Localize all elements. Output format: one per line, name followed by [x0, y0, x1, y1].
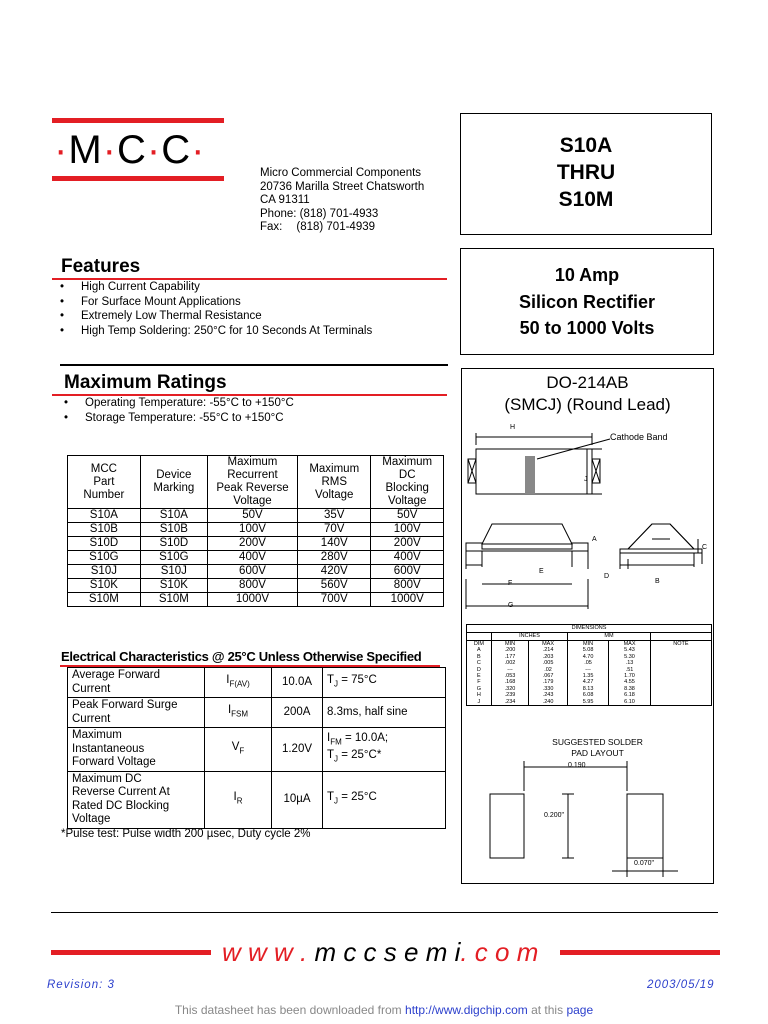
dimensions-cell: D: [476, 666, 481, 673]
footer-rule: [51, 912, 718, 913]
ratings-cell: S10A: [68, 509, 141, 523]
summary-box: [460, 248, 714, 355]
dimensions-cell: F: [477, 679, 481, 686]
col-rms: Maximum RMS Voltage: [298, 456, 371, 509]
dimensions-cell: 6.18: [609, 692, 650, 698]
electrical-footnote: *Pulse test: Pulse width 200 µsec, Duty cycle 2%: [61, 828, 311, 840]
electrical-parameter: Maximum DC Reverse Current At Rated DC Blocking Voltage: [68, 771, 205, 828]
rating-item: • Storage Temperature: -55°C to +150°C: [61, 411, 441, 426]
dimensions-cell: 5.08: [567, 647, 608, 653]
electrical-value: 200A: [272, 698, 323, 728]
page-link[interactable]: page: [566, 1003, 594, 1017]
electrical-condition: $T_J = 25^\circ C$: [323, 771, 446, 828]
feature-item: • High Current Capability: [57, 280, 457, 295]
dimensions-header: DIM: [473, 641, 484, 647]
ratings-cell: 800V: [371, 579, 444, 593]
dimensions-cell: .177: [491, 654, 529, 660]
package-name: DO-214AB (SMCJ) (Round Lead): [504, 373, 671, 414]
dim-group-mm: MM: [567, 633, 650, 640]
ratings-row: [68, 565, 444, 579]
dim-label-a: A: [592, 536, 597, 543]
electrical-row: [68, 668, 446, 698]
ratings-cell: 420V: [298, 565, 371, 579]
dimensions-cell: E: [477, 673, 481, 680]
website-url: w w w . m c c s e m i. c o m: [222, 937, 539, 967]
ratings-cell: S10B: [140, 523, 207, 537]
side-view: [466, 524, 588, 609]
ratings-header-row: [68, 456, 444, 509]
dimensions-cell: .234: [491, 699, 529, 705]
dimensions-header: MAX: [609, 641, 650, 648]
ratings-cell: S10A: [140, 509, 207, 523]
dimensions-cell: 8.38: [609, 686, 650, 692]
electrical-symbol: $V_F$: [205, 728, 272, 772]
ratings-cell: 70V: [298, 523, 371, 537]
end-view: [620, 524, 702, 569]
dimensions-cell: 5.30: [609, 654, 650, 660]
dimensions-cell: 6.10: [609, 699, 650, 705]
electrical-symbol: $I_{F(AV)}$: [205, 668, 272, 698]
dimensions-grid: [467, 640, 711, 705]
ratings-row: [68, 509, 444, 523]
dimensions-cell: 8.13: [567, 686, 608, 692]
dimensions-cell: ---: [491, 667, 529, 673]
dimensions-cell: 5.43: [609, 647, 650, 653]
dimensions-cell: 1.70: [609, 673, 650, 679]
ratings-cell: S10J: [140, 565, 207, 579]
dim-label-j: J: [584, 476, 588, 483]
electrical-symbol: $I_{FSM}$: [205, 698, 272, 728]
company-fax: Fax: (818) 701-4939: [260, 221, 376, 233]
company-street: 20736 Marilla Street Chatsworth: [260, 180, 425, 193]
summary-type: Silicon Rectifier: [518, 291, 656, 312]
pad-size-label: 0.070": [634, 860, 655, 867]
dimensions-row: [467, 699, 711, 705]
pad-layout-drawing: [462, 759, 713, 879]
ratings-cell: 140V: [298, 537, 371, 551]
cathode-band: [525, 456, 535, 494]
dim-label-e: E: [539, 568, 544, 575]
electrical-parameter: Maximum Instantaneous Forward Voltage: [68, 728, 205, 772]
dimensions-cell: C: [476, 660, 481, 667]
ratings-cell: 400V: [371, 551, 444, 565]
ratings-cell: 200V: [207, 537, 297, 551]
dimensions-cell: .179: [529, 679, 568, 685]
ratings-cell: 600V: [371, 565, 444, 579]
dimensions-cell: .330: [529, 686, 568, 692]
dimensions-cell: .239: [491, 692, 529, 698]
solder-pad-left: [490, 794, 524, 858]
rating-item: • Operating Temperature: -55°C to +150°C: [61, 396, 441, 411]
feature-item: • Extremely Low Thermal Resistance: [57, 309, 457, 324]
ratings-cell: S10G: [140, 551, 207, 565]
download-link[interactable]: http://www.digchip.com: [405, 1003, 528, 1017]
dimensions-cell: .320: [491, 686, 529, 692]
dimensions-cell: 4.70: [567, 654, 608, 660]
ratings-cell: S10M: [68, 593, 141, 607]
part-first: S10A: [559, 134, 613, 157]
logo-top-bar: [52, 118, 224, 123]
company-address: [260, 167, 424, 235]
dimensions-cell: .005: [529, 660, 568, 666]
dim-label-g: G: [508, 602, 514, 609]
ratings-cell: 400V: [207, 551, 297, 565]
ratings-row: [68, 523, 444, 537]
cathode-band-label: Cathode Band: [610, 432, 668, 442]
dim-label-d: D: [604, 573, 610, 580]
ratings-cell: 50V: [371, 509, 444, 523]
dim-label-f: F: [508, 580, 513, 587]
ratings-cell: 280V: [298, 551, 371, 565]
dimensions-cell: B: [477, 653, 481, 660]
pad-width-label: 0.190: [568, 762, 586, 769]
dimensions-header: MAX: [529, 641, 568, 648]
dimensions-cell: .240: [529, 699, 568, 705]
ratings-row: [68, 551, 444, 565]
ratings-row: [68, 537, 444, 551]
dimensions-cell: .13: [609, 660, 650, 666]
electrical-row: [68, 698, 446, 728]
electrical-value: 10.0A: [272, 668, 323, 698]
dimensions-cell: G: [476, 685, 482, 692]
ratings-list: [61, 396, 441, 425]
ratings-row: [68, 593, 444, 607]
pad-layout-title: SUGGESTED SOLDER PAD LAYOUT: [552, 737, 643, 758]
summary-current: 10 Amp: [554, 265, 620, 285]
revision-date: 2003/05/19: [647, 979, 715, 991]
dimensions-cell: .002: [491, 660, 529, 666]
top-view: [468, 433, 610, 494]
dimensions-cell: ---: [567, 667, 608, 673]
dimensions-cell: A: [477, 647, 481, 654]
ratings-cell: 200V: [371, 537, 444, 551]
dim-label-b: B: [655, 578, 660, 585]
ratings-cell: 100V: [207, 523, 297, 537]
dim-label-h: H: [510, 424, 516, 431]
ratings-cell: S10K: [140, 579, 207, 593]
ratings-cell: 35V: [298, 509, 371, 523]
features-list: [57, 280, 457, 338]
electrical-parameter: Average Forward Current: [68, 668, 205, 698]
solder-pad-right: [627, 794, 663, 858]
company-phone: Phone: (818) 701-4933: [260, 207, 379, 220]
electrical-condition: $I_{FM} = 10.0A$; $T_J = 25^\circ C*$: [323, 728, 446, 772]
logo-bottom-bar: [52, 176, 224, 181]
part-thru: THRU: [556, 161, 616, 184]
ratings-cell: 700V: [298, 593, 371, 607]
ratings-table: [67, 455, 444, 607]
footer-right-bar: [560, 950, 720, 955]
ratings-cell: 1000V: [207, 593, 297, 607]
dim-label-c: C: [702, 544, 708, 551]
dimensions-cell: 1.35: [567, 673, 608, 679]
dimensions-cell: 4.27: [567, 679, 608, 685]
feature-item: • For Surface Mount Applications: [57, 295, 457, 310]
ratings-cell: S10B: [68, 523, 141, 537]
electrical-condition: 8.3ms, half sine: [323, 698, 446, 728]
dimensions-cell: .05: [567, 660, 608, 666]
electrical-row: [68, 771, 446, 828]
ratings-cell: S10K: [68, 579, 141, 593]
electrical-row: [68, 728, 446, 772]
dimensions-header: MIN: [491, 641, 529, 648]
dimensions-header: MIN: [567, 641, 608, 648]
company-name: Micro Commercial Components: [260, 167, 422, 179]
package-box: [461, 368, 714, 884]
electrical-value: 1.20V: [272, 728, 323, 772]
dimensions-table: [466, 624, 712, 706]
feature-item: • High Temp Soldering: 250°C for 10 Seconds At Terminals: [57, 324, 457, 339]
dimensions-cell: .168: [491, 679, 529, 685]
ratings-cell: S10J: [68, 565, 141, 579]
company-logo: ·M·C·C·: [54, 128, 206, 172]
dimensions-header-row: [467, 641, 711, 648]
download-notice: This datasheet has been downloaded from http://www.digchip.com at this page: [174, 1003, 594, 1017]
dimensions-cell: .02: [529, 667, 568, 673]
package-outline-drawing: [462, 419, 713, 629]
footer-left-bar: [51, 950, 211, 955]
part-number-box: [460, 113, 712, 235]
dimensions-cell: .203: [529, 654, 568, 660]
electrical-table: [67, 667, 446, 829]
col-dc: Maximum DC Blocking Voltage: [371, 456, 444, 509]
col-part: MCC Part Number: [68, 456, 141, 509]
dimensions-cell: H: [476, 692, 481, 699]
dimensions-cell: .51: [609, 667, 650, 673]
ratings-cell: S10G: [68, 551, 141, 565]
dim-group-inches: INCHES: [491, 633, 567, 640]
company-city: CA 91311: [260, 194, 310, 206]
electrical-symbol: $I_R$: [205, 771, 272, 828]
dimensions-cell: .214: [529, 647, 568, 653]
col-recurrent: Maximum Recurrent Peak Reverse Voltage: [207, 456, 297, 509]
dimensions-cell: .243: [529, 692, 568, 698]
revision-label: Revision: 3: [47, 979, 115, 991]
ratings-cell: S10D: [68, 537, 141, 551]
electrical-value: 10µA: [272, 771, 323, 828]
ratings-cell: S10D: [140, 537, 207, 551]
ratings-title: Maximum Ratings: [64, 372, 227, 393]
dimensions-cell: .200: [491, 647, 529, 653]
dimensions-cell: 5.95: [567, 699, 608, 705]
ratings-cell: 560V: [298, 579, 371, 593]
electrical-parameter: Peak Forward Surge Current: [68, 698, 205, 728]
ratings-cell: S10M: [140, 593, 207, 607]
ratings-cell: 50V: [207, 509, 297, 523]
ratings-cell: 800V: [207, 579, 297, 593]
features-title: Features: [61, 256, 141, 277]
dimensions-cell: J: [477, 698, 481, 705]
dimensions-cell: 4.55: [609, 679, 650, 685]
dimensions-header: NOTE: [650, 641, 711, 648]
electrical-title: Electrical Characteristics @ 25°C Unless Otherwise Specified: [61, 649, 422, 664]
ratings-row: [68, 579, 444, 593]
ratings-cell: 100V: [371, 523, 444, 537]
col-marking: Device Marking: [140, 456, 207, 509]
dimensions-cell: [650, 699, 711, 705]
ratings-cell: 600V: [207, 565, 297, 579]
dimensions-cell: .053: [491, 673, 529, 679]
dimensions-cell: 6.08: [567, 692, 608, 698]
summary-voltage: 50 to 1000 Volts: [519, 318, 655, 338]
pad-height-label: 0.200": [544, 812, 565, 819]
ratings-cell: 1000V: [371, 593, 444, 607]
dimensions-title: DIMENSIONS: [467, 625, 711, 633]
electrical-condition: $T_J = 75^\circ C$: [323, 668, 446, 698]
ratings-top-rule: [60, 364, 448, 366]
dimensions-cell: .067: [529, 673, 568, 679]
part-last: S10M: [558, 188, 614, 211]
